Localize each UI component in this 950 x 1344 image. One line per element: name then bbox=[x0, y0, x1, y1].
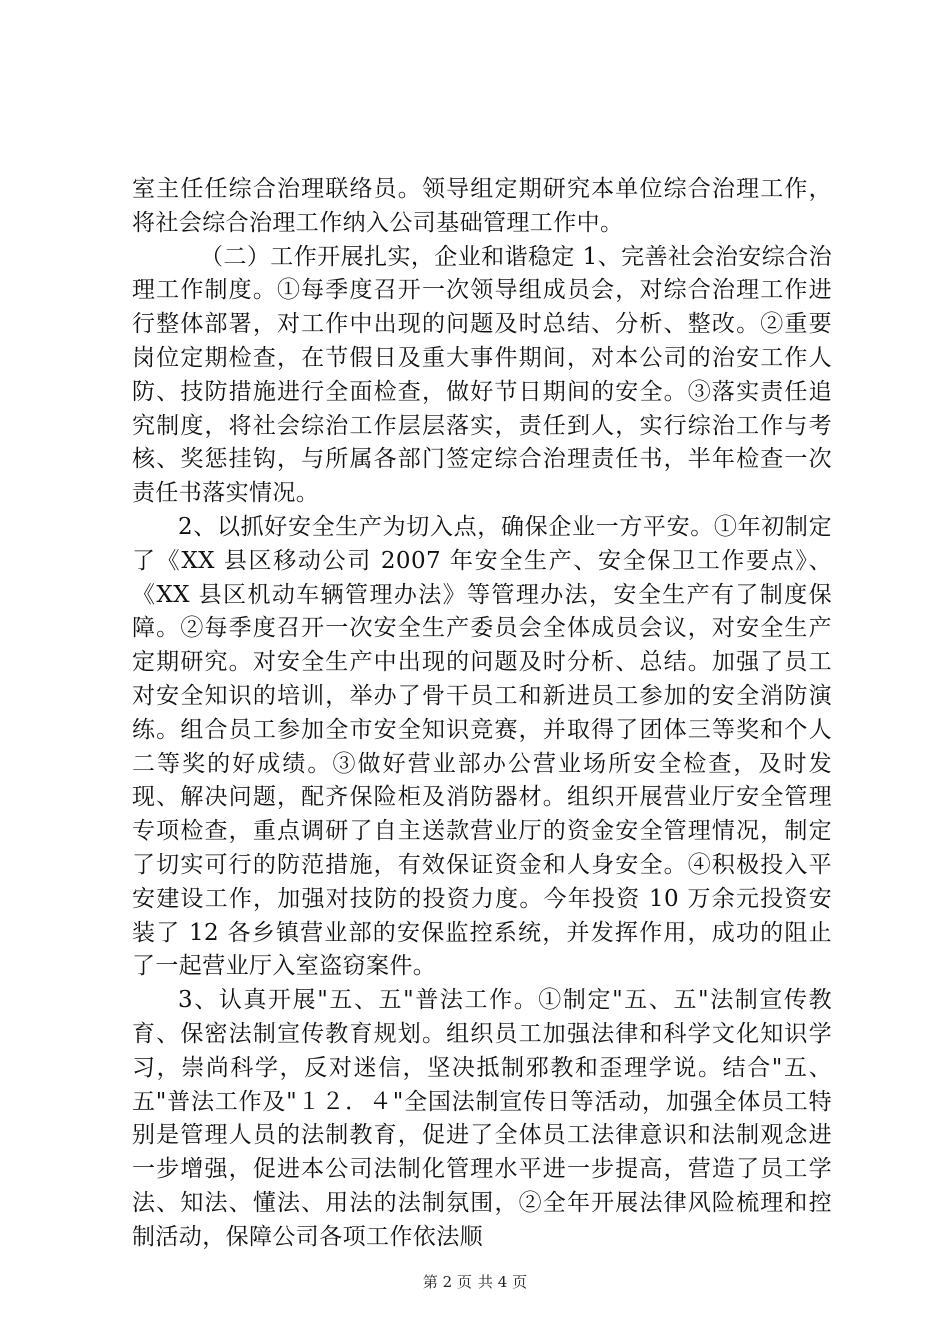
paragraph-legal-education: 3、认真开展"五、五"普法工作。①制定"五、五"法制宣传教育、保密法制宣传教育规划。组织员工加强法律和科学文化知识学习，崇尚科学，反对迷信，坚决抵制邪教和歪理学说。结合"五、五"普法工作及"１２．４"全国法制宣传日等活动，加强全体员工特别是管理人员的法制教育，促进了全体员工法律意识和法制观念进一步增强，促进本公司法制化管理水平进一步提高，营造了员工学法、知法、懂法、用法的法制氛围，②全年开展法律风险梳理和控制活动，保障公司各项工作依法顺 bbox=[132, 987, 832, 1250]
page-number: 第 2 页 bbox=[422, 1273, 472, 1291]
page-total: 共 4 页 bbox=[478, 1273, 528, 1291]
document-body bbox=[132, 173, 832, 1255]
paragraph-section-two: （二）工作开展扎实，企业和谐稳定 1、完善社会治安综合治理工作制度。①每季度召开一次领导组成员会，对综合治理工作进行整体部署，对工作中出现的问题及时总结、分析、整改。②重要岗位定期检查，在节假日及重大事件期间，对本公司的治安工作人防、技防措施进行全面检查，做好节日期间的安全。③落实责任追究制度，将社会综治工作层层落实，责任到人，实行综治工作与考核、奖惩挂钩，与所属各部门签定综合治理责任书，半年检查一次责任书落实情况。 bbox=[132, 243, 832, 507]
paragraph-safety-production: 2、以抓好安全生产为切入点，确保企业一方平安。①年初制定了《XX 县区移动公司 2007 年安全生产、安全保卫工作要点》、《XX 县区机动车辆管理办法》等管理办法，安全生产有了制度保障。②每季度召开一次安全生产委员会全体成员会议，对安全生产定期研究。对安全生产中出现的问题及时分析、总结。加强了员工对安全知识的培训，举办了骨干员工和新进员工参加的安全消防演练。组合员工参加全市安全知识竞赛，并取得了团体三等奖和个人二等奖的好成绩。③做好营业部办公营业场所安全检查，及时发现、解决问题，配齐保险柜及消防器材。组织开展营业厅安全管理专项检查，重点调研了自主送款营业厅的资金安全管理情况，制定了切实可行的防范措施，有效保证资金和人身安全。④积极投入平安建设工作，加强对技防的投资力度。今年投资 10 万余元投资安装了 12 各乡镇营业部的安保监控系统，并发挥作用，成功的阻止了一起营业厅入室盗窃案件。 bbox=[132, 513, 832, 980]
paragraph-continuation: 室主任任综合治理联络员。领导组定期研究本单位综合治理工作，将社会综合治理工作纳入公司基础管理工作中。 bbox=[132, 176, 832, 236]
page-footer bbox=[0, 1271, 950, 1292]
